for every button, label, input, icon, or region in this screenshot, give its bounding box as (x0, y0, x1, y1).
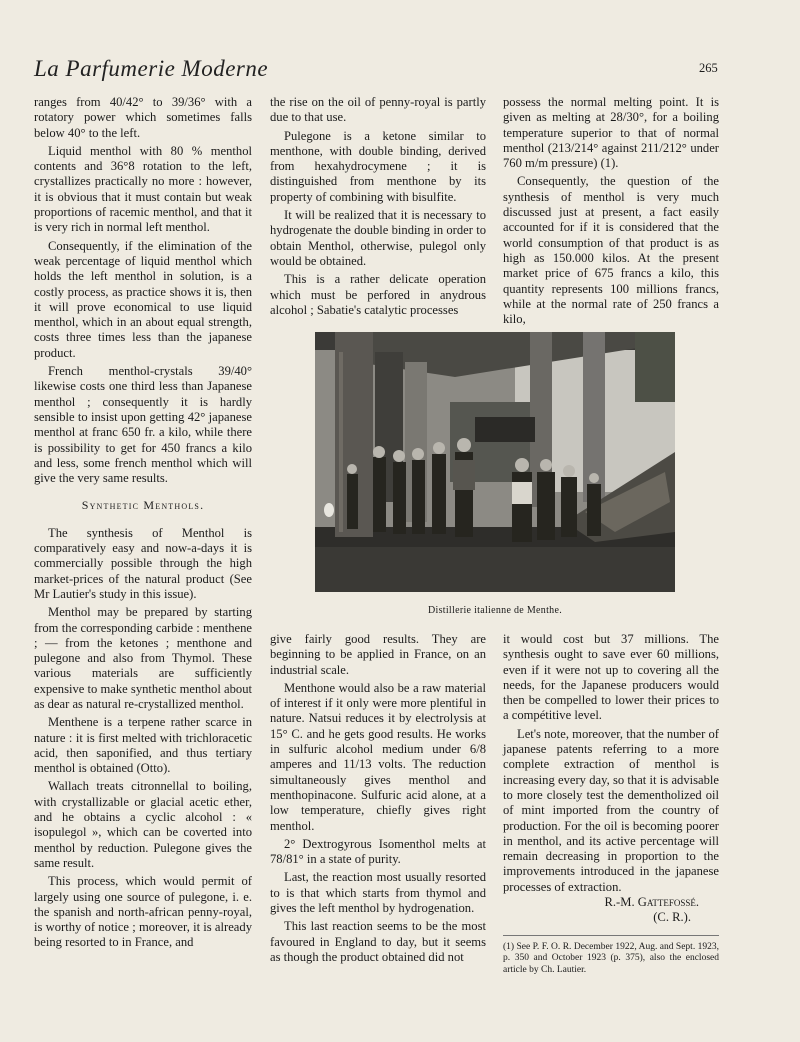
paragraph: possess the normal melting point. It is given as melting at 28/30°, for a boiling temperature superior to that of normal menthol (213/214° against 211/212° under 760 m/m pressure) (1). (503, 95, 719, 171)
paragraph: it would cost but 37 millions. The synthesis ought to save ever 60 millions, even if it were not up to covering all the needs, for the Japanese producers would then be compelled to lower their prices to a compétitive level. (503, 632, 719, 723)
column-1 (34, 95, 252, 951)
paragraph: Let's note, moreover, that the number of japanese patents referring to a more complete extraction of menthol is increasing every day, so that it is advisable to more closely test the dementholized oil of mint imported from the country of production. For the oil is becoming poorer in menthol, and its active percentage will remain decreasing in proportion to the improvements introduced in the japanese processes of extraction. (503, 726, 719, 894)
photo-caption: Distillerie italienne de Menthe. (427, 605, 562, 616)
column-3-bottom (503, 632, 719, 976)
section-heading: Synthetic Menthols. (81, 498, 205, 513)
paragraph: give fairly good results. They are beginning to be applied in France, on an industrial scale. (270, 632, 486, 677)
paragraph: Consequently, if the elimination of the weak percentage of liquid menthol which holds the left menthol in solution, is a costly process, as practice shows it is, then it will prove economical to use liquid menthol, which in an about equal strength, costs three times less than the japanese product. (34, 238, 252, 360)
footnote: (1) See P. F. O. R. December 1922, Aug. and Sept. 1923, p. 350 and October 1923 (p. 375), also the enclosed article by Ch. Lautier. (503, 935, 719, 977)
paragraph: Menthene is a terpene rather scarce in nature : it is first melted with trichloracetic acid, then saponified, and thus tertiary menthol is obtained (Otto). (34, 715, 252, 776)
paragraph: Menthol may be prepared by starting from the corresponding carbide : menthene ; — from the ketones ; menthone and pulegone and also from Thymol. These various materials are sufficiently expensive to make synthetic menthol about as dear as natural re-crystallized menthol. (34, 605, 252, 711)
author-initials: (C. R.). (653, 910, 691, 925)
page-number: 265 (699, 61, 718, 75)
paragraph: It will be realized that it is necessary to hydrogenate the double binding in order to obtain Menthol, otherwise, pulegol only would be obtained. (270, 208, 486, 268)
distillery-photo (315, 332, 675, 592)
paragraph: Liquid menthol with 80 % menthol contents and 36°8 rotation to the left, crystallizes practically no more : however, it is obvious that it must contain but weak proportions of racemic menthol, and that it is very rich in normal left menthol. (34, 143, 252, 235)
paragraph: ranges from 40/42° to 39/36° with a rotatory power which sometimes falls below 40° to the left. (34, 95, 252, 140)
paragraph: Wallach treats citronnellal to boiling, with crystallizable or glacial acetic ether, and he obtains a cyclic alcohol : « isopulegol », which can be coverted into menthol by reduction. Pulegone gives the same result. (34, 779, 252, 870)
author-signature (503, 895, 699, 926)
paragraph: This is a rather delicate operation which must be perfored in anydrous alcohol ; Sabatie's catalytic processes (270, 272, 486, 317)
column-2-bottom (270, 632, 486, 965)
author-name: R.-M. Gattefossé. (604, 895, 699, 910)
magazine-title: La Parfumerie Moderne (34, 56, 269, 81)
paragraph: This last reaction seems to be the most favoured in England to day, but it seems as though the product obtained did not (270, 919, 486, 964)
paragraph: Pulegone is a ketone similar to menthone, with double binding, derived from hexahydrocymene ; it is distinguished from menthone by its property of combining with bisulfite. (270, 128, 486, 204)
paragraph: 2° Dextrogyrous Isomenthol melts at 78/81° in a state of purity. (270, 836, 486, 867)
paragraph: French menthol-crystals 39/40° likewise costs one third less than Japanese menthol ; consequently it is hardly sensible to insist upon getting 42° japanese menthol at franc 650 fr. a kilo, while there is possibility to get for 450 francs a kilo and less, some french menthol which will give the very same results. (34, 364, 252, 486)
paragraph: Menthone would also be a raw material of interest if it only were more plentiful in nature. Natsui reduces it by electrolysis at 15° C. and he gets good results. He works in sulfuric alcohol medium under 6/8 amperes and 11/13 volts. The reduction simultaneously gives menthol and menthopinacone. Sulfuric acid alone, at a low temperature, chiefly gives right menthol. (270, 680, 486, 833)
column-2-top (270, 95, 486, 318)
paragraph: Consequently, the question of the synthesis of menthol is very much discussed just at present, a fact easily accounted for if it is considered that the world consumption of that product is as high as 150.000 kilos. At the present market price of 675 francs a kilo, this quantity represents 100 millions francs, while at the normal rate of 250 francs a kilo, (503, 174, 719, 327)
paragraph: The synthesis of Menthol is comparatively easy and now-a-days it is commercially possible through the high market-prices of the natural product (See Mr Lautier's study in this issue). (34, 525, 252, 601)
paragraph: This process, which would permit of largely using one source of pulegone, i. e. the spanish and north-african penny-royal, is worthy of notice ; moreover, it is already being resorted to in France, and (34, 874, 252, 950)
paragraph: the rise on the oil of penny-royal is partly due to that use. (270, 95, 486, 125)
column-3-top (503, 95, 719, 327)
paragraph: Last, the reaction most usually resorted to is that which starts from thymol and gives the left menthol by hydrogenation. (270, 870, 486, 916)
